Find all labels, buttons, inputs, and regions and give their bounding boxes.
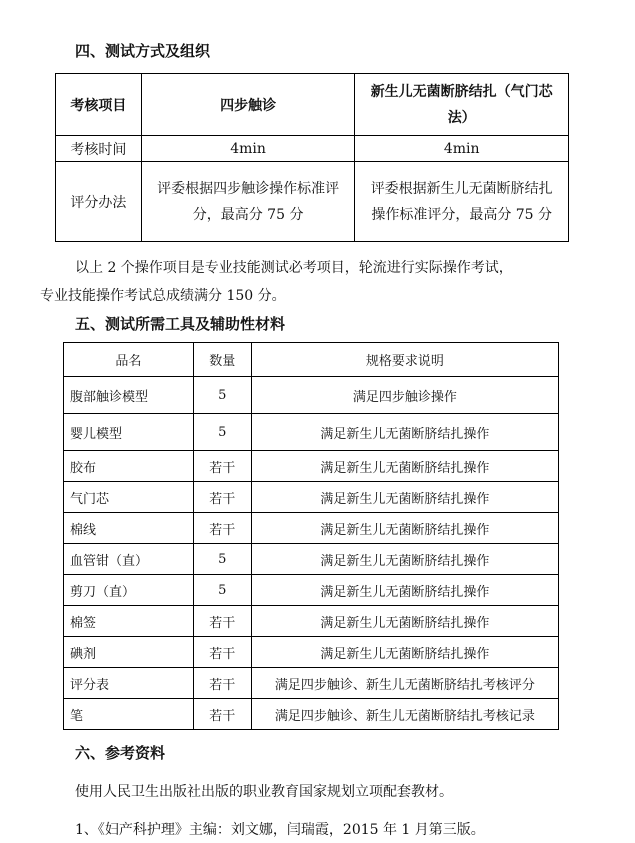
header-cell: 品名 <box>64 343 194 377</box>
table-row <box>64 637 559 668</box>
table-cell: 5 <box>193 414 251 451</box>
table-cell: 满足新生儿无菌断脐结扎操作 <box>251 482 558 513</box>
table-cell: 笔 <box>64 699 194 730</box>
table-row <box>64 544 559 575</box>
table-row <box>64 482 559 513</box>
table-cell: 气门芯 <box>64 482 194 513</box>
table-cell: 腹部触诊模型 <box>64 377 194 414</box>
table-row <box>56 162 569 242</box>
paragraph-line: 以上 2 个操作项目是专业技能测试必考项目，轮流进行实际操作考试， <box>75 260 513 276</box>
table-cell: 棉线 <box>64 513 194 544</box>
header-cell: 新生儿无菌断脐结扎（气门芯法） <box>355 74 569 136</box>
table-cell: 若干 <box>193 637 251 668</box>
table-cell: 4min <box>355 136 569 162</box>
table-row <box>64 377 559 414</box>
table-row <box>64 668 559 699</box>
table-cell: 满足新生儿无菌断脐结扎操作 <box>251 451 558 482</box>
table-cell: 胶布 <box>64 451 194 482</box>
table-cell: 5 <box>193 575 251 606</box>
table-row <box>64 513 559 544</box>
table-row <box>64 699 559 730</box>
table-cell: 考核时间 <box>56 136 142 162</box>
header-cell: 规格要求说明 <box>251 343 558 377</box>
header-cell: 数量 <box>193 343 251 377</box>
section4-heading: 四、测试方式及组织 <box>75 42 211 60</box>
table-cell: 若干 <box>193 513 251 544</box>
table-cell: 若干 <box>193 451 251 482</box>
table-cell: 碘剂 <box>64 637 194 668</box>
table-cell: 评分表 <box>64 668 194 699</box>
header-cell: 考核项目 <box>56 74 142 136</box>
table-row <box>64 451 559 482</box>
paragraph-line: 专业技能操作考试总成绩满分 150 分。 <box>40 288 286 304</box>
table-cell: 满足新生儿无菌断脐结扎操作 <box>251 513 558 544</box>
table-row <box>64 575 559 606</box>
test-method-table <box>55 73 569 242</box>
table-cell: 满足新生儿无菌断脐结扎操作 <box>251 575 558 606</box>
table-cell: 满足新生儿无菌断脐结扎操作 <box>251 544 558 575</box>
header-cell: 四步触诊 <box>141 74 355 136</box>
table-row <box>64 606 559 637</box>
table-cell: 若干 <box>193 482 251 513</box>
table-row <box>64 414 559 451</box>
table-cell: 棉签 <box>64 606 194 637</box>
table-cell: 满足新生儿无菌断脐结扎操作 <box>251 606 558 637</box>
paragraph-line: 使用人民卫生出版社出版的职业教育国家规划立项配套教材。 <box>75 784 453 800</box>
table-cell: 满足新生儿无菌断脐结扎操作 <box>251 414 558 451</box>
table-cell: 评委根据四步触诊操作标准评分，最高分 75 分 <box>141 162 355 242</box>
table-cell: 4min <box>141 136 355 162</box>
section5-heading: 五、测试所需工具及辅助性材料 <box>75 315 286 333</box>
table-cell: 评委根据新生儿无菌断脐结扎操作标准评分，最高分 75 分 <box>355 162 569 242</box>
table-cell: 评分办法 <box>56 162 142 242</box>
table-cell: 满足四步触诊操作 <box>251 377 558 414</box>
table-cell: 若干 <box>193 606 251 637</box>
table-cell: 5 <box>193 377 251 414</box>
table-cell: 婴儿模型 <box>64 414 194 451</box>
table-header-row <box>56 74 569 136</box>
table-cell: 满足新生儿无菌断脐结扎操作 <box>251 637 558 668</box>
table-cell: 满足四步触诊、新生儿无菌断脐结扎考核记录 <box>251 699 558 730</box>
table-cell: 5 <box>193 544 251 575</box>
table-cell: 剪刀（直） <box>64 575 194 606</box>
table-cell: 血管钳（直） <box>64 544 194 575</box>
table-header-row <box>64 343 559 377</box>
table-cell: 满足四步触诊、新生儿无菌断脐结扎考核评分 <box>251 668 558 699</box>
reference-item: 1、《妇产科护理》主编：刘文娜，闫瑞霞，2015 年 1 月第三版。 <box>75 822 485 838</box>
materials-table <box>63 342 559 730</box>
table-row <box>56 136 569 162</box>
section6-heading: 六、参考资料 <box>75 744 166 762</box>
table-cell: 若干 <box>193 699 251 730</box>
table-cell: 若干 <box>193 668 251 699</box>
